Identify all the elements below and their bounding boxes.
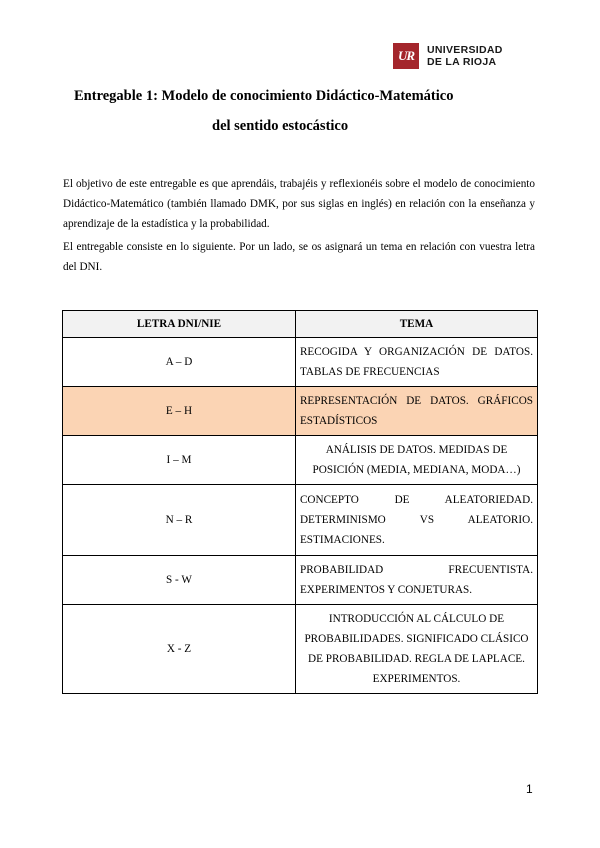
- document-title-line2: del sentido estocástico: [212, 118, 349, 134]
- topic-assignment-table: [62, 310, 538, 694]
- topic-cell: ANÁLISIS DE DATOS. MEDIDAS DE POSICIÓN (MEDIA, MEDIANA, MODA…): [295, 436, 537, 485]
- topic-cell: CONCEPTO DE ALEATORIEDAD. DETERMINISMO VS ALEATORIO. ESTIMACIONES.: [295, 485, 537, 556]
- table-row: [63, 556, 538, 605]
- letters-cell: I – M: [63, 436, 296, 485]
- column-header-topic: TEMA: [295, 311, 537, 338]
- university-logo: [393, 40, 503, 72]
- university-name: [427, 44, 503, 68]
- letters-cell: S - W: [63, 556, 296, 605]
- university-name-line2: DE LA RIOJA: [427, 56, 497, 68]
- university-seal-icon: UR: [393, 43, 419, 69]
- document-title-line1: Entregable 1: Modelo de conocimiento Didáctico-Matemático: [74, 88, 454, 104]
- topic-cell: INTRODUCCIÓN AL CÁLCULO DE PROBABILIDADES. SIGNIFICADO CLÁSICO DE PROBABILIDAD. REGLA DE LAPLACE. EXPERIMENTOS.: [295, 605, 537, 694]
- letters-cell: E – H: [63, 387, 296, 436]
- topic-cell: REPRESENTACIÓN DE DATOS. GRÁFICOS ESTADÍSTICOS: [295, 387, 537, 436]
- table-header-row: [63, 311, 538, 338]
- topic-cell: RECOGIDA Y ORGANIZACIÓN DE DATOS. TABLAS DE FRECUENCIAS: [295, 338, 537, 387]
- table-row: [63, 485, 538, 556]
- table-row-highlighted: [63, 387, 538, 436]
- table-row: [63, 436, 538, 485]
- table-row: [63, 338, 538, 387]
- column-header-letters: LETRA DNI/NIE: [63, 311, 296, 338]
- topic-cell: PROBABILIDAD FRECUENTISTA. EXPERIMENTOS Y CONJETURAS.: [295, 556, 537, 605]
- instructions-paragraph: El entregable consiste en lo siguiente. Por un lado, se os asignará un tema en relación con vuestra letra del DNI.: [63, 241, 535, 273]
- letters-cell: A – D: [63, 338, 296, 387]
- intro-paragraph: El objetivo de este entregable es que aprendáis, trabajéis y reflexionéis sobre el modelo de conocimiento Didáctico-Matemático (también llamado DMK, por sus siglas en inglés) en relación con la enseñanza y aprendizaje de la estadística y la probabilidad.: [63, 178, 535, 230]
- letters-cell: X - Z: [63, 605, 296, 694]
- university-name-line1: UNIVERSIDAD: [427, 44, 503, 56]
- table-row: [63, 605, 538, 694]
- letters-cell: N – R: [63, 485, 296, 556]
- page-number: 1: [526, 782, 533, 796]
